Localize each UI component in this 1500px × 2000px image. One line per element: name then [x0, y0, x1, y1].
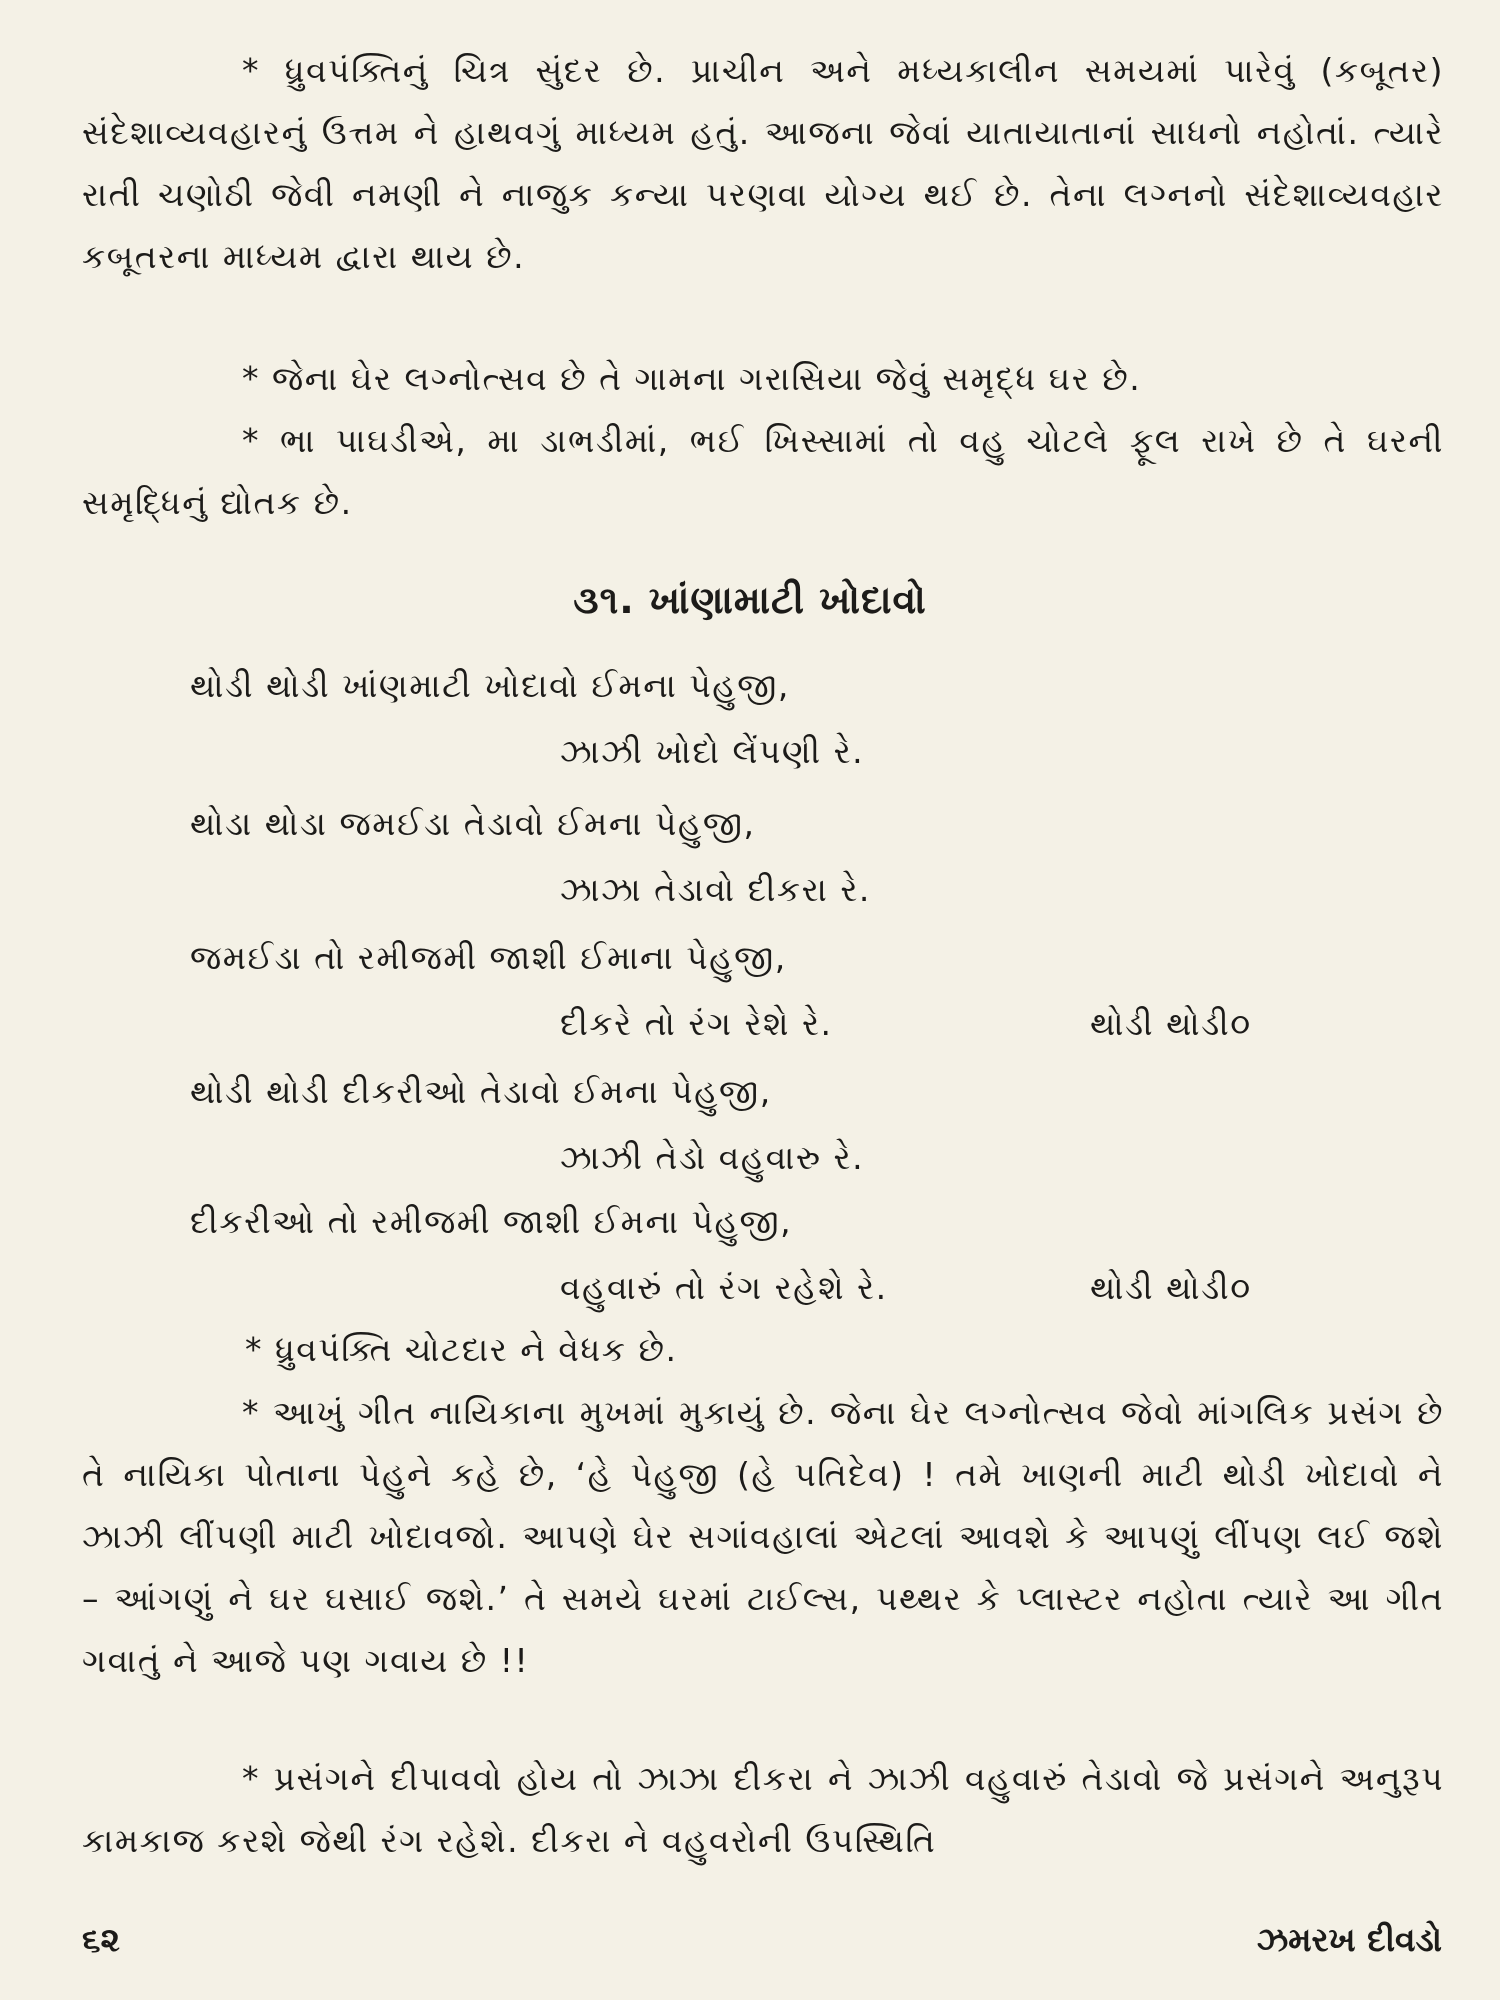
page-number: ૬૨ — [82, 1920, 120, 1959]
paragraph-prosperous-home: * જેના ઘેર લગ્નોત્સવ છે તે ગામના ગરાસિયા જેવું સમૃદ્ધ ઘર છે. — [242, 359, 1142, 398]
refrain-marker: થોડી થોડી૦ — [1090, 1268, 1252, 1307]
stanza-line: જમઈડા તો રમીજમી જાશી ઈમાના પેહુજી, — [190, 938, 787, 977]
stanza-line: થોડા થોડા જમઈડા તેડાવો ઈમના પેહુજી, — [190, 804, 756, 843]
stanza-line: વહુવારું તો રંગ રહેશે રે. — [560, 1268, 888, 1307]
song-title: ૩૧. ખાંણામાટી ખોદાવો — [573, 578, 927, 622]
stanza-line: થોડી થોડી ખાંણમાટી ખોદાવો ઈમના પેહુજી, — [190, 666, 790, 705]
note-refrain-comment: * ધ્રુવપંક્તિ ચોટદાર ને વેધક છે. — [245, 1330, 678, 1369]
stanza-line: ઝાઝા તેડાવો દીકરા રે. — [560, 870, 871, 909]
paragraph-dove-imagery: * ધ્રુવપંક્તિનું ચિત્ર સુંદર છે. પ્રાચીન અને મધ્યકાલીન સમયમાં પારેવું (કબૂતર) સંદેશાવ્યવહારનું ઉત્તમ ને હાથવગું માધ્યમ હતું. આજના જેવાં યાતાયાતાનાં સાધનો નહોતાં. ત્યારે રાતી ચણોઠી જેવી નમણી ને નાજુક કન્યા પરણવા યોગ્ય થઈ છે. તેના લગ્નનો સંદેશાવ્યવહાર કબૂતરના માધ્યમ દ્વારા થાય છે. — [82, 51, 1444, 276]
stanza-line: થોડી થોડી દીકરીઓ તેડાવો ઈમના પેહુજી, — [190, 1072, 772, 1111]
paragraph-flowers: * ભા પાઘડીએ, મા ડાભડીમાં, ભઈ ખિસ્સામાં તો વહુ ચોટલે ફૂલ રાખે છે તે ઘરની સમૃદ્ધિનું દ્યોતક છે. — [82, 421, 1444, 522]
stanza-line: ઝાઝી તેડો વહુવારુ રે. — [560, 1138, 865, 1177]
stanza-line: દીકરે તો રંગ રેશે રે. — [560, 1004, 833, 1043]
stanza-line: ઝાઝી ખોદો લેંપણી રે. — [560, 732, 865, 771]
paragraph-song-explanation: * આખું ગીત નાયિકાના મુખમાં મુકાયું છે. જેના ઘેર લગ્નોત્સવ જેવો માંગલિક પ્રસંગ છે તે નાયિકા પોતાના પેહુને કહે છે, ‘હે પેહુજી (હે પતિદેવ) ! તમે ખાણની માટી થોડી ખોદાવો ને ઝાઝી લીંપણી માટી ખોદાવજો. આપણે ઘેર સગાંવહાલાં એટલાં આવશે કે આપણું લીંપણ લઈ જશે – આંગણું ને ઘર ઘસાઈ જશે.’ તે સમયે ઘરમાં ટાઈલ્સ, પથ્થર કે પ્લાસ્ટર નહોતા ત્યારે આ ગીત ગવાતું ને આજે પણ ગવાય છે !! — [82, 1393, 1444, 1680]
book-title: ઝમરખ દીવડો — [1256, 1920, 1442, 1959]
stanza-line: દીકરીઓ તો રમીજમી જાશી ઈમના પેહુજી, — [190, 1202, 793, 1241]
paragraph-occasion: * પ્રસંગને દીપાવવો હોય તો ઝાઝા દીકરા ને ઝાઝી વહુવારું તેડાવો જે પ્રસંગને અનુરૂપ કામકાજ કરશે જેથી રંગ રહેશે. દીકરા ને વહુવરોની ઉપસ્થિતિ — [82, 1759, 1444, 1860]
refrain-marker: થોડી થોડી૦ — [1090, 1004, 1252, 1043]
